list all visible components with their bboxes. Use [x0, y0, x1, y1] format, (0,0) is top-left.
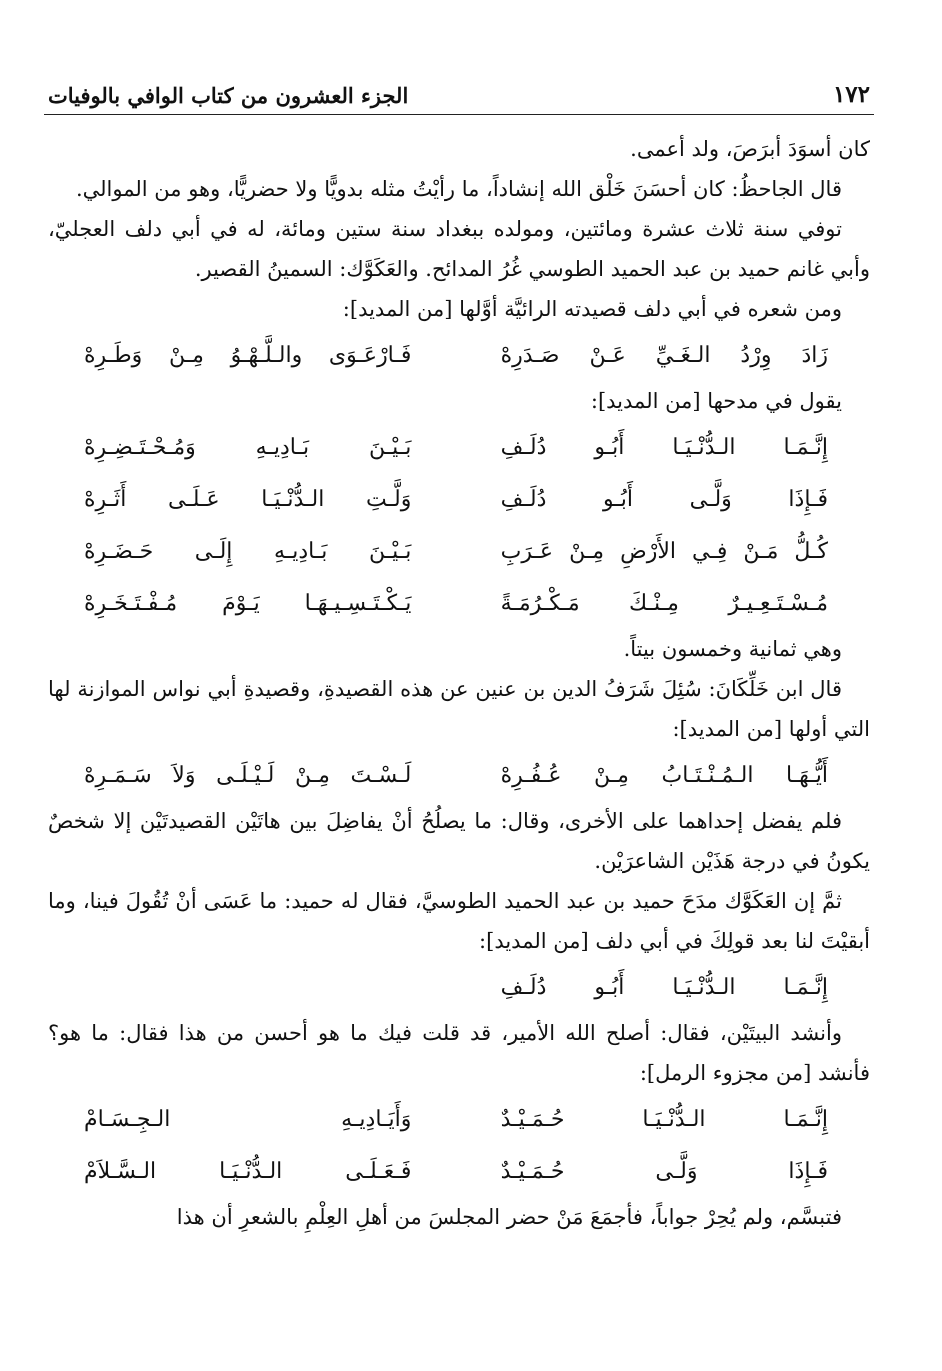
running-title: الجزء العشرون من كتاب الوافي بالوفيات — [48, 83, 409, 108]
paragraph: وهي ثمانية وخمسون بيتاً. — [623, 637, 842, 661]
paragraph: وأنشد البيتَيْن، فقال: أصلح الله الأمير، قد قلت فيك ما هو أحسن من هذا فقال: ما هو؟ فأنشد [من مجزوء الرمل]: — [48, 1021, 870, 1085]
poem-verse — [44, 1093, 874, 1145]
poem-verse — [44, 329, 874, 381]
poem-verse — [44, 577, 874, 629]
verse-first-hemistich: إِنَّـمَـا الـدُّنْـيَـا حُـمَـيْـدٌ — [500, 1106, 828, 1132]
paragraph: فلم يفضل إحداهما على الأخرى، وقال: ما يصلُحُ أنْ يفاضِلَ بين هاتَيْن القصيدتَيْن إلا شخصٌ يكونُ في درجة هَذَيْن الشاعرَيْن. — [48, 809, 870, 873]
paragraph: ثمَّ إن العَكَوَّك مدَحَ حميد بن عبد الحميد الطوسيَّ، فقال له حميد: ما عَسَى أنْ تُقُولَ فينا، وما أبقيْتَ لنا بعد قولِكَ في أبي دلف [من المديد]: — [48, 889, 870, 953]
verse-first-hemistich: زَادَ وِرْدُ الـغَـيِّ عَـنْ صَـدَرِهْ — [500, 342, 828, 368]
verse-second-hemistich: يَـكْـتَـسِـيـهَـا يَـوْمَ مُـفْـتَـخَـرِهْ — [84, 590, 412, 616]
paragraph: قال ابن خَلِّكَانَ: سُئِلَ شَرَفُ الدين بن عنين عن هذه القصيدةِ، وقصيدةِ أبي نواس الموازنة لها التي أولها [من المديد]: — [48, 677, 870, 741]
verse-second-hemistich: فَـعَـلَـى الـدُّنْـيَـا الـسَّـلاَمْ — [84, 1158, 412, 1184]
verse-first-hemistich: كُـلُّ مَـنْ فِـي الأَرْضِ مِـنْ عَـرَبِ — [500, 538, 828, 564]
poem-verse — [44, 961, 874, 1013]
paragraph: قال الجاحظُ: كان أحسَنَ خَلْق الله إنشاداً، ما رأيْتُ مثله بدويًّا ولا حضريًّا، وهو من الموالي. — [75, 177, 842, 201]
poem-verse — [44, 525, 874, 577]
paragraph: ومن شعره في أبي دلف قصيدته الرائيَّة أوَّلها [من المديد]: — [342, 297, 842, 321]
verse-second-hemistich: بَـيْـنَ بَـادِيـهِ وَمُـحْـتَـضِـرِهْ — [84, 434, 412, 460]
verse-second-hemistich: وَأَيَـادِيـهِ الـجِـسَـامْ — [84, 1106, 412, 1132]
verse-first-hemistich: فَـإِذَا وَلَّـى حُـمَـيْـدٌ — [500, 1158, 828, 1184]
verse-first-hemistich: مُـسْـتَـعِـيـرٌ مِـنْـكَ مَـكْـرُمَـةً — [500, 590, 828, 616]
verse-second-hemistich: بَـيْـنَ بَـادِيـهِ إِلَـى حَـضَـرِهْ — [84, 538, 412, 564]
verse-second-hemistich: وَلَّـتِ الـدُّنْـيَـا عَـلَـى أَثَـرِهْ — [84, 486, 412, 512]
paragraph: يقول في مدحها [من المديد]: — [590, 389, 842, 413]
page-body — [44, 115, 874, 1237]
poem-verse — [44, 473, 874, 525]
page-number: ١٧٢ — [832, 81, 870, 108]
verse-first-hemistich: إِنَّـمَـا الـدُّنْـيَـا أَبُـو دُلَـفِ — [500, 434, 828, 460]
poem-verse — [44, 421, 874, 473]
verse-first-hemistich: أَيُّـهَـا الـمُـنْـتَـابُ مِـنْ عُـفُـرِهْ — [500, 762, 828, 788]
verse-first-hemistich: فَـإِذَا وَلَّـى أَبُـو دُلَـفِ — [500, 486, 828, 512]
paragraph: فتبسَّم، ولم يُحِرْ جواباً، فأجمَعَ مَنْ حضر المجلسَ من أهلِ العِلْمِ بالشعرِ أن هذا — [176, 1205, 842, 1229]
poem-verse — [44, 1145, 874, 1197]
book-page — [44, 70, 874, 1360]
poem-verse — [44, 749, 874, 801]
verse-second-hemistich: لَـسْـتَ مِـنْ لَـيْـلَـى وَلاَ سَـمَـرِهْ — [84, 762, 412, 788]
verse-second-hemistich: فَـارْعَـوَى والـلَّـهْـوُ مِـنْ وَطَـرِهْ — [84, 342, 412, 368]
paragraph: توفي سنة ثلاث عشرة ومائتين، ومولده ببغداد سنة ستين ومائة، له في أبي دلف العجليّ، وأبي غانم حميد بن عبد الحميد الطوسي غُرُ المدائح. والعَكَوَّك: السمينُ القصير. — [48, 217, 870, 281]
paragraph: كان أسوَدَ أبرَصَ، ولد أعمى. — [630, 137, 870, 161]
verse-first-hemistich: إِنَّـمَـا الـدُّنْـيَـا أَبُـو دُلَـفِ — [500, 974, 828, 1000]
page-header — [44, 70, 874, 115]
